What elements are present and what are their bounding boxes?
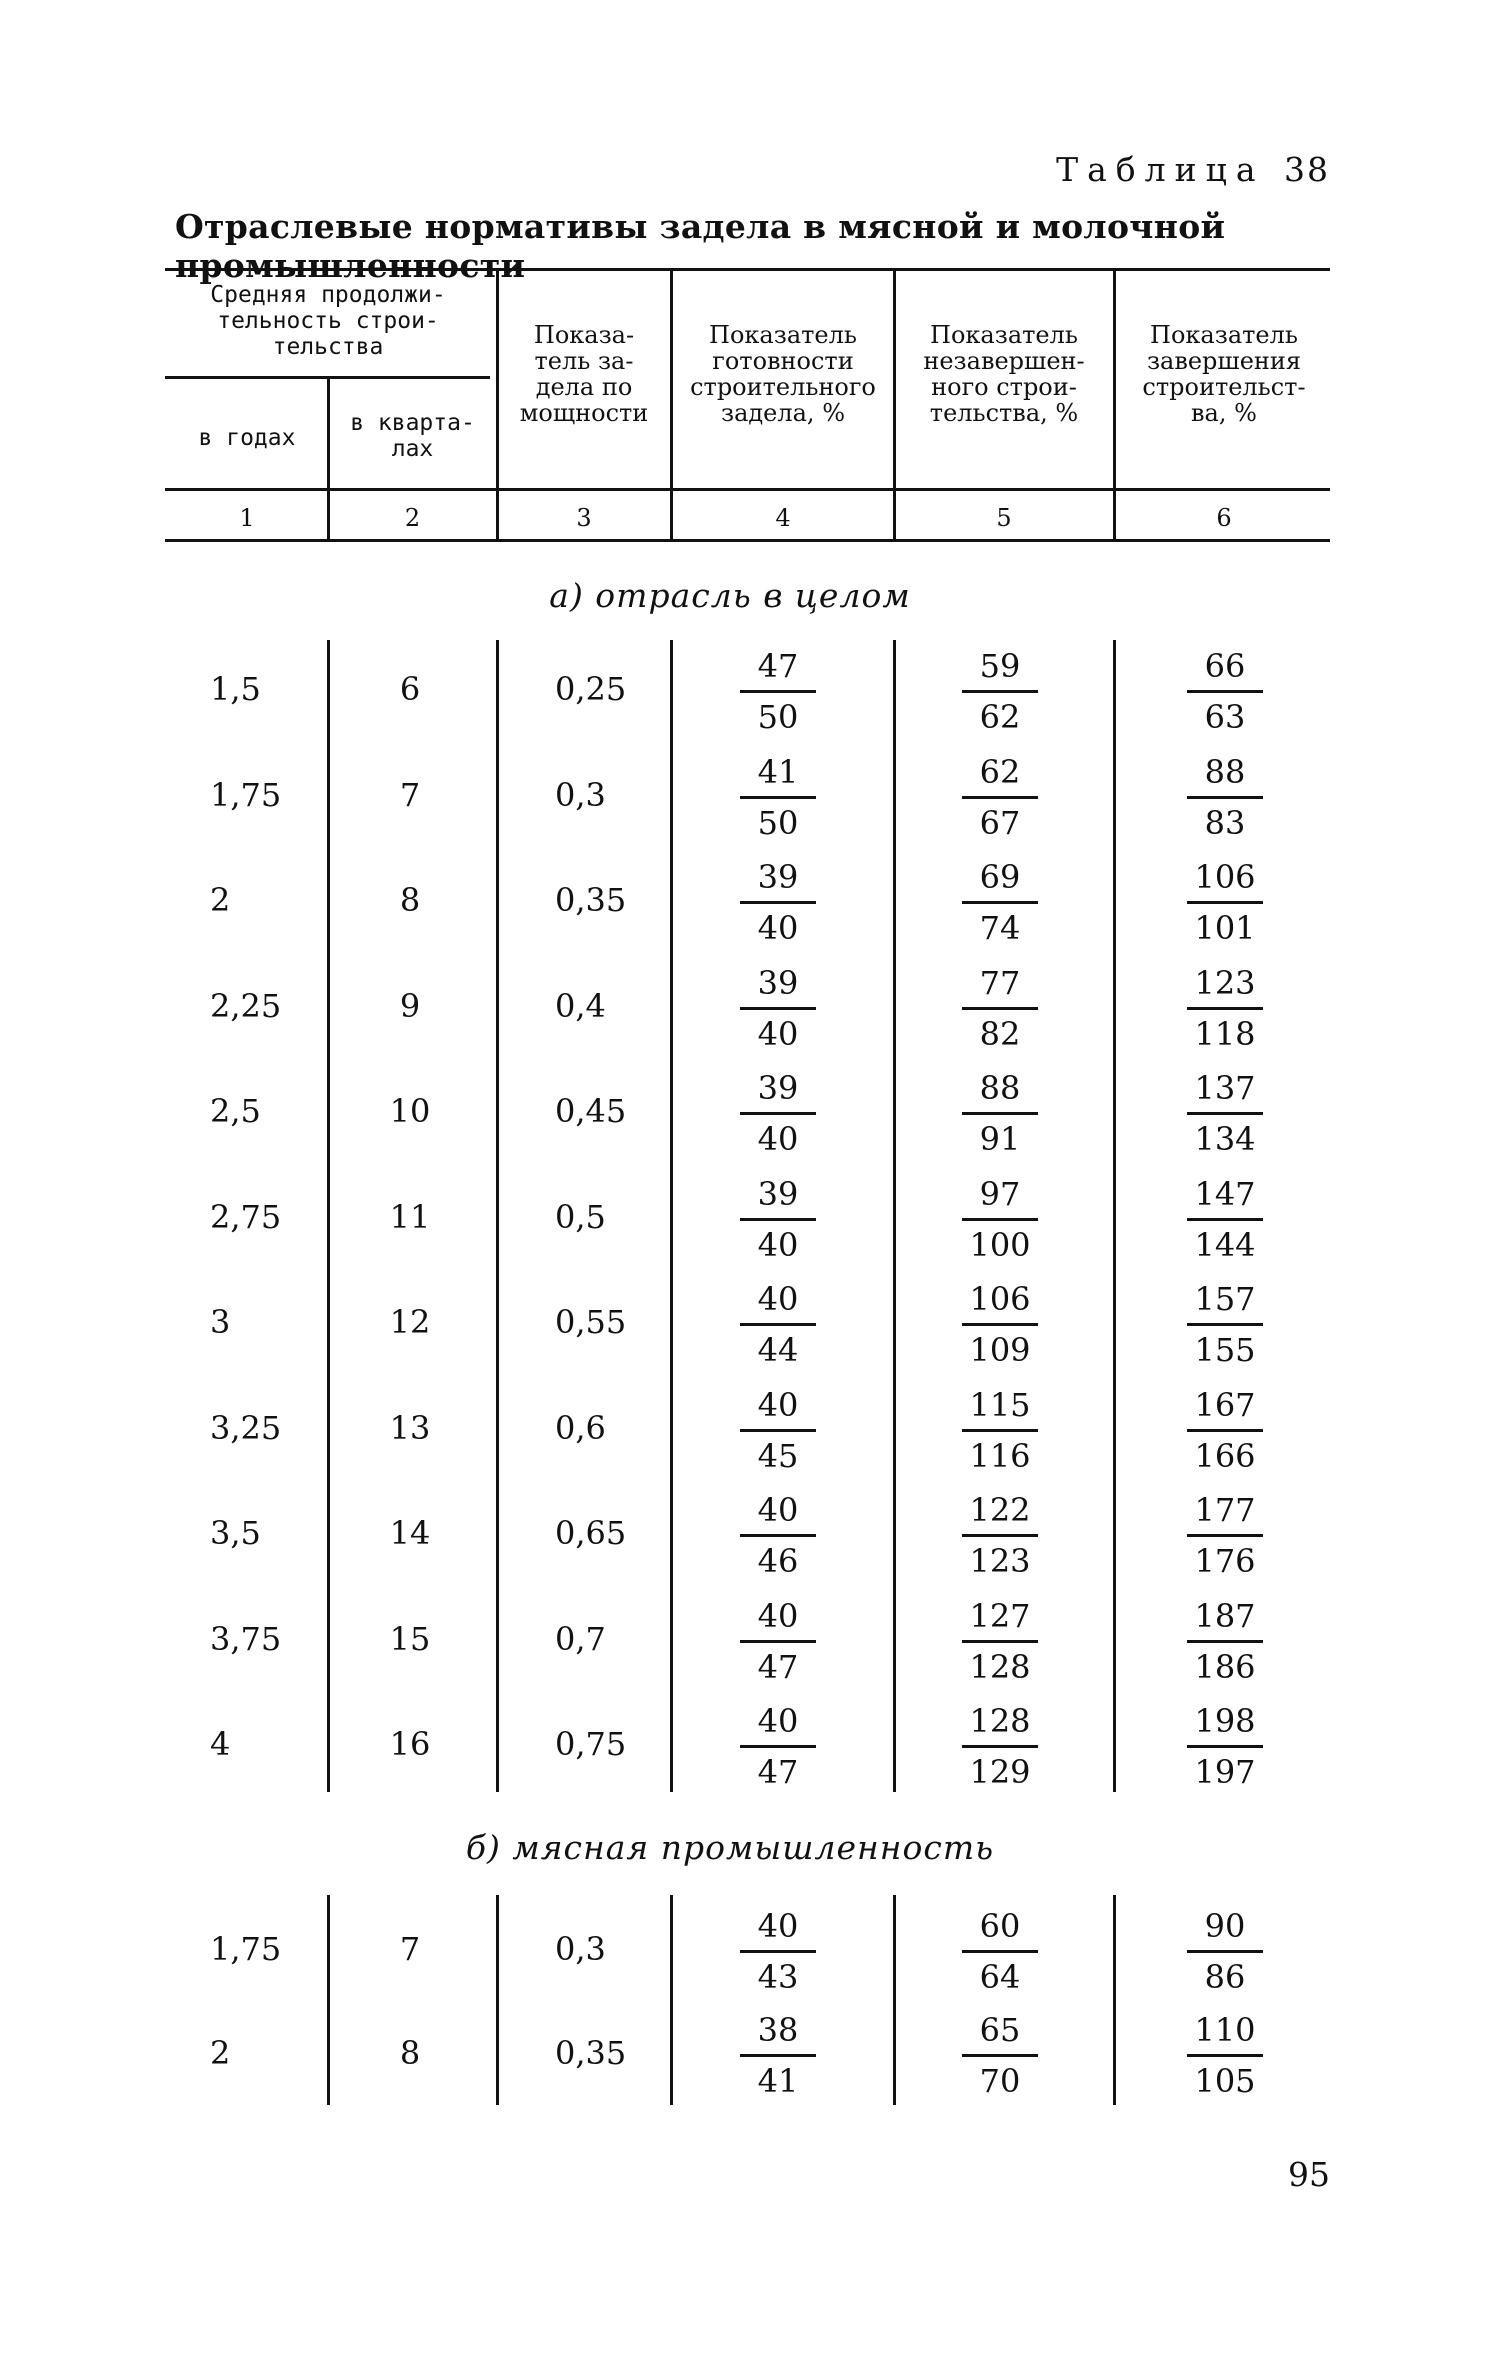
table-row <box>0 1896 1500 2000</box>
completion-fraction <box>1190 1383 1260 1478</box>
index-cell: 0,55 <box>555 1303 627 1341</box>
quarters-cell: 11 <box>389 1197 431 1236</box>
numerator: 38 <box>757 2011 799 2049</box>
unfinished-fraction <box>965 1904 1035 1999</box>
header-col-completion <box>1117 322 1331 426</box>
index-cell: 0,3 <box>555 775 606 814</box>
header-col-readiness-line: строительного <box>690 373 876 401</box>
numerator: 128 <box>969 1702 1031 1740</box>
denominator: 47 <box>757 1753 799 1791</box>
readiness-fraction <box>743 644 813 739</box>
fraction-bar <box>962 1112 1038 1115</box>
header-col-unfinished-line: незавершен- <box>923 347 1085 375</box>
header-col-unfinished-line: тельства, % <box>929 399 1079 427</box>
quarters-cell: 13 <box>389 1408 431 1447</box>
fraction-bar <box>740 1429 816 1432</box>
unfinished-fraction <box>965 1172 1035 1267</box>
denominator: 46 <box>757 1542 799 1580</box>
header-col-completion-line: завершения <box>1146 347 1302 375</box>
header-col-index-line: дела по <box>535 373 633 401</box>
table-row <box>0 1164 1500 1268</box>
quarters-cell: 10 <box>389 1092 431 1130</box>
unfinished-fraction <box>965 1277 1035 1372</box>
table-row <box>0 1058 1500 1162</box>
header-col-completion-line: Показатель <box>1150 321 1298 349</box>
index-cell: 0,5 <box>555 1197 606 1236</box>
header-col-index-line: мощности <box>519 399 649 427</box>
fraction-bar <box>740 1218 816 1221</box>
numerator: 40 <box>757 1385 799 1424</box>
years-cell: 2,25 <box>210 986 282 1025</box>
header-col-readiness-line: готовности <box>712 347 854 375</box>
denominator: 40 <box>757 1014 799 1053</box>
index-cell: 0,35 <box>555 2034 627 2072</box>
index-cell: 0,25 <box>555 670 627 708</box>
unfinished-fraction <box>965 644 1035 739</box>
denominator: 100 <box>969 1225 1031 1264</box>
denominator: 128 <box>969 1647 1031 1686</box>
index-cell: 0,7 <box>555 1619 606 1658</box>
header-col-readiness-line: Показатель <box>709 321 857 349</box>
denominator: 50 <box>757 698 799 736</box>
table-title: Отраслевые нормативы задела в мясной и молочной промышленности <box>175 207 1226 285</box>
completion-fraction <box>1190 855 1260 950</box>
completion-fraction <box>1190 1594 1260 1689</box>
fraction-bar <box>740 1745 816 1748</box>
column-number: 2 <box>404 504 421 532</box>
completion-fraction <box>1190 1904 1260 1999</box>
unfinished-fraction <box>965 750 1035 845</box>
numerator: 122 <box>969 1491 1031 1529</box>
unfinished-fraction <box>965 2008 1035 2103</box>
numerator: 39 <box>757 1174 799 1213</box>
fraction-bar <box>740 2054 816 2057</box>
quarters-cell: 8 <box>399 2034 421 2072</box>
table-row <box>0 847 1500 951</box>
column-number: 1 <box>239 504 255 532</box>
fraction-bar <box>1187 796 1263 799</box>
index-cell: 0,75 <box>555 1725 627 1763</box>
header-group <box>168 282 488 360</box>
numerator: 187 <box>1194 1596 1256 1635</box>
table-row <box>0 953 1500 1057</box>
years-cell: 1,5 <box>210 670 261 708</box>
years-cell: 2,75 <box>210 1197 282 1236</box>
denominator: 63 <box>1204 698 1246 736</box>
header-col-unfinished-line: Показатель <box>930 321 1078 349</box>
quarters-cell: 6 <box>399 670 421 708</box>
header-col-index-line: тель за- <box>534 347 634 375</box>
denominator: 74 <box>979 909 1021 947</box>
column-numbers-rule <box>165 539 1330 542</box>
denominator: 91 <box>979 1120 1021 1158</box>
denominator: 144 <box>1194 1225 1256 1264</box>
quarters-cell: 9 <box>399 986 421 1025</box>
denominator: 47 <box>757 1647 799 1686</box>
header-col-index-line: Показа- <box>533 321 635 349</box>
readiness-fraction <box>743 1277 813 1372</box>
header-col-completion-line: ва, % <box>1191 399 1257 427</box>
denominator: 82 <box>979 1014 1021 1053</box>
fraction-bar <box>962 1534 1038 1537</box>
years-cell: 3,5 <box>210 1514 261 1552</box>
numerator: 115 <box>969 1385 1031 1424</box>
table-row <box>0 1269 1500 1373</box>
readiness-fraction <box>743 1383 813 1478</box>
fraction-bar <box>1187 1323 1263 1326</box>
fraction-bar <box>1187 1534 1263 1537</box>
header-col-quarters <box>330 410 495 462</box>
header-col-quarters-line: лах <box>391 436 434 462</box>
header-divider-3 <box>670 270 673 540</box>
header-col-years-line: в годах <box>198 425 296 451</box>
quarters-cell: 16 <box>389 1725 431 1763</box>
readiness-fraction <box>743 1066 813 1161</box>
numerator: 106 <box>1194 858 1256 896</box>
readiness-fraction <box>743 2008 813 2103</box>
table-row <box>0 1480 1500 1584</box>
readiness-fraction <box>743 1699 813 1794</box>
years-cell: 3,25 <box>210 1408 282 1447</box>
fraction-bar <box>962 1429 1038 1432</box>
header-col-completion-line: строительст- <box>1142 373 1306 401</box>
fraction-bar <box>962 1218 1038 1221</box>
fraction-bar <box>1187 1007 1263 1010</box>
numerator: 66 <box>1204 647 1246 685</box>
denominator: 176 <box>1194 1542 1256 1580</box>
header-bottom-rule <box>165 488 1330 491</box>
denominator: 129 <box>969 1753 1031 1791</box>
fraction-bar <box>1187 2054 1263 2057</box>
completion-fraction <box>1190 1277 1260 1372</box>
numerator: 137 <box>1194 1069 1256 1107</box>
numerator: 88 <box>979 1069 1021 1107</box>
table-row <box>0 1586 1500 1690</box>
fraction-bar <box>1187 1640 1263 1643</box>
fraction-bar <box>962 1323 1038 1326</box>
index-cell: 0,4 <box>555 986 606 1025</box>
denominator: 67 <box>979 803 1021 842</box>
numerator: 40 <box>757 1907 799 1945</box>
quarters-cell: 7 <box>399 1930 421 1968</box>
table-label <box>1056 150 1330 189</box>
numerator: 69 <box>979 858 1021 896</box>
denominator: 64 <box>979 1958 1021 1996</box>
header-group-line: тельность строи- <box>217 308 439 334</box>
table-row <box>0 1375 1500 1479</box>
table-row <box>0 1691 1500 1795</box>
fraction-bar <box>962 901 1038 904</box>
fraction-bar <box>740 1950 816 1953</box>
numerator: 88 <box>1204 752 1246 791</box>
quarters-cell: 15 <box>389 1619 431 1658</box>
fraction-bar <box>1187 1112 1263 1115</box>
quarters-cell: 14 <box>389 1514 431 1552</box>
numerator: 39 <box>757 963 799 1002</box>
years-cell: 3,75 <box>210 1619 282 1658</box>
denominator: 40 <box>757 1225 799 1264</box>
header-divider-2 <box>496 270 499 540</box>
readiness-fraction <box>743 961 813 1056</box>
index-cell: 0,3 <box>555 1930 606 1968</box>
denominator: 105 <box>1194 2062 1256 2100</box>
unfinished-fraction <box>965 1699 1035 1794</box>
denominator: 123 <box>969 1542 1031 1580</box>
completion-fraction <box>1190 750 1260 845</box>
column-number: 4 <box>775 504 791 532</box>
fraction-bar <box>740 1007 816 1010</box>
numerator: 62 <box>979 752 1021 791</box>
numerator: 167 <box>1194 1385 1256 1424</box>
years-cell: 4 <box>210 1725 231 1763</box>
numerator: 41 <box>757 752 799 791</box>
readiness-fraction <box>743 750 813 845</box>
readiness-fraction <box>743 1488 813 1583</box>
years-cell: 1,75 <box>210 1930 282 1968</box>
readiness-fraction <box>743 1594 813 1689</box>
fraction-bar <box>740 1640 816 1643</box>
numerator: 123 <box>1194 963 1256 1002</box>
numerator: 40 <box>757 1491 799 1529</box>
years-cell: 1,75 <box>210 775 282 814</box>
fraction-bar <box>962 1007 1038 1010</box>
quarters-cell: 12 <box>389 1303 431 1341</box>
section-b-title: б) мясная промышленность <box>465 1828 995 1867</box>
header-group-line: Средняя продолжи- <box>210 282 446 308</box>
header-col-readiness-line: задела, % <box>721 399 845 427</box>
column-number: 5 <box>996 504 1012 532</box>
completion-fraction <box>1190 644 1260 739</box>
unfinished-fraction <box>965 1383 1035 1478</box>
header-col-index <box>500 322 668 426</box>
index-cell: 0,6 <box>555 1408 606 1447</box>
header-col-years <box>168 425 326 451</box>
years-cell: 3 <box>210 1303 231 1341</box>
table-row <box>0 636 1500 740</box>
readiness-fraction <box>743 1904 813 1999</box>
completion-fraction <box>1190 961 1260 1056</box>
quarters-cell: 8 <box>399 881 421 919</box>
header-divider-5 <box>1113 270 1116 540</box>
fraction-bar <box>962 690 1038 693</box>
denominator: 50 <box>757 803 799 842</box>
numerator: 97 <box>979 1174 1021 1213</box>
fraction-bar <box>1187 1429 1263 1432</box>
fraction-bar <box>740 796 816 799</box>
unfinished-fraction <box>965 855 1035 950</box>
denominator: 41 <box>757 2062 799 2100</box>
table-label-number: 38 <box>1284 150 1330 189</box>
denominator: 101 <box>1194 909 1256 947</box>
fraction-bar <box>1187 1950 1263 1953</box>
numerator: 40 <box>757 1596 799 1635</box>
index-cell: 0,45 <box>555 1092 627 1130</box>
numerator: 60 <box>979 1907 1021 1945</box>
header-group-line: тельства <box>272 334 384 360</box>
fraction-bar <box>962 1640 1038 1643</box>
unfinished-fraction <box>965 961 1035 1056</box>
section-a-title: а) отрасль в целом <box>549 576 911 615</box>
numerator: 127 <box>969 1596 1031 1635</box>
table-label-word: Таблица <box>1056 150 1265 189</box>
completion-fraction <box>1190 1488 1260 1583</box>
fraction-bar <box>740 690 816 693</box>
numerator: 77 <box>979 963 1021 1002</box>
denominator: 44 <box>757 1331 799 1369</box>
header-col-readiness <box>674 322 892 426</box>
header-col-unfinished <box>897 322 1111 426</box>
numerator: 47 <box>757 647 799 685</box>
denominator: 83 <box>1204 803 1246 842</box>
table-row <box>0 2000 1500 2104</box>
fraction-bar <box>740 1323 816 1326</box>
numerator: 59 <box>979 647 1021 685</box>
numerator: 106 <box>969 1280 1031 1318</box>
denominator: 118 <box>1194 1014 1256 1053</box>
denominator: 116 <box>969 1436 1031 1475</box>
numerator: 157 <box>1194 1280 1256 1318</box>
denominator: 186 <box>1194 1647 1256 1686</box>
fraction-bar <box>962 1745 1038 1748</box>
header-col-unfinished-line: ного строи- <box>931 373 1077 401</box>
fraction-bar <box>740 901 816 904</box>
denominator: 155 <box>1194 1331 1256 1369</box>
denominator: 134 <box>1194 1120 1256 1158</box>
numerator: 198 <box>1194 1702 1256 1740</box>
fraction-bar <box>740 1112 816 1115</box>
fraction-bar <box>1187 1218 1263 1221</box>
completion-fraction <box>1190 1066 1260 1161</box>
completion-fraction <box>1190 2008 1260 2103</box>
header-divider-4 <box>893 270 896 540</box>
column-number: 3 <box>576 504 592 532</box>
fraction-bar <box>740 1534 816 1537</box>
table-row <box>0 742 1500 846</box>
numerator: 177 <box>1194 1491 1256 1529</box>
quarters-cell: 7 <box>399 775 421 814</box>
unfinished-fraction <box>965 1594 1035 1689</box>
header-top-rule <box>165 268 1330 271</box>
completion-fraction <box>1190 1699 1260 1794</box>
fraction-bar <box>1187 901 1263 904</box>
numerator: 147 <box>1194 1174 1256 1213</box>
fraction-bar <box>962 796 1038 799</box>
denominator: 62 <box>979 698 1021 736</box>
fraction-bar <box>1187 690 1263 693</box>
page-number: 95 <box>1288 2155 1330 2194</box>
readiness-fraction <box>743 855 813 950</box>
denominator: 70 <box>979 2062 1021 2100</box>
years-cell: 2,5 <box>210 1092 261 1130</box>
fraction-bar <box>1187 1745 1263 1748</box>
denominator: 166 <box>1194 1436 1256 1475</box>
unfinished-fraction <box>965 1488 1035 1583</box>
index-cell: 0,65 <box>555 1514 627 1552</box>
numerator: 40 <box>757 1280 799 1318</box>
numerator: 110 <box>1194 2011 1256 2049</box>
fraction-bar <box>962 2054 1038 2057</box>
numerator: 39 <box>757 1069 799 1107</box>
numerator: 40 <box>757 1702 799 1740</box>
denominator: 109 <box>969 1331 1031 1369</box>
years-cell: 2 <box>210 2034 231 2072</box>
completion-fraction <box>1190 1172 1260 1267</box>
readiness-fraction <box>743 1172 813 1267</box>
column-number: 6 <box>1216 504 1232 532</box>
denominator: 40 <box>757 1120 799 1158</box>
fraction-bar <box>962 1950 1038 1953</box>
index-cell: 0,35 <box>555 881 627 919</box>
numerator: 90 <box>1204 1907 1246 1945</box>
years-cell: 2 <box>210 881 231 919</box>
denominator: 40 <box>757 909 799 947</box>
numerator: 65 <box>979 2011 1021 2049</box>
denominator: 86 <box>1204 1958 1246 1996</box>
header-col-quarters-line: в кварта- <box>350 410 475 436</box>
unfinished-fraction <box>965 1066 1035 1161</box>
numerator: 39 <box>757 858 799 896</box>
denominator: 197 <box>1194 1753 1256 1791</box>
denominator: 43 <box>757 1958 799 1996</box>
denominator: 45 <box>757 1436 799 1475</box>
